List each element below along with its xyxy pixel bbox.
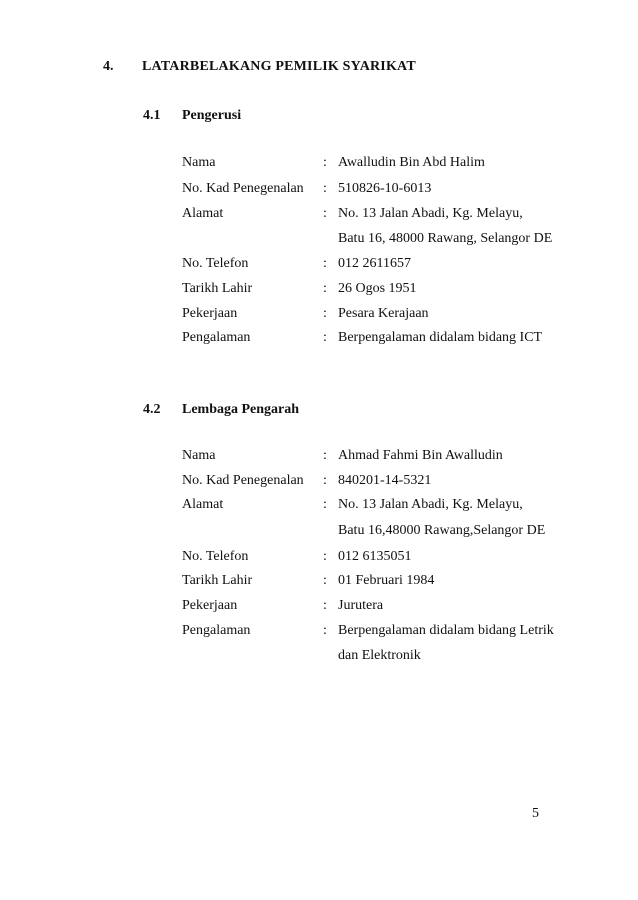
label-nama: Nama	[182, 155, 216, 170]
value-telefon: 012 2611657	[338, 256, 411, 271]
separator: :	[323, 623, 327, 638]
label-tarikh-lahir: Tarikh Lahir	[182, 573, 253, 588]
value-nama: Awalludin Bin Abd Halim	[338, 155, 485, 170]
separator: :	[323, 281, 327, 296]
label-pekerjaan: Pekerjaan	[182, 598, 238, 613]
label-pengalaman: Pengalaman	[182, 330, 251, 345]
value-tarikh-lahir: 01 Februari 1984	[338, 573, 435, 588]
label-pekerjaan: Pekerjaan	[182, 306, 238, 321]
label-nama: Nama	[182, 448, 216, 463]
label-alamat: Alamat	[182, 497, 224, 512]
separator: :	[323, 573, 327, 588]
value-ic: 510826-10-6013	[338, 181, 432, 196]
label-telefon: No. Telefon	[182, 549, 249, 564]
value-tarikh-lahir: 26 Ogos 1951	[338, 281, 417, 296]
separator: :	[323, 549, 327, 564]
separator: :	[323, 181, 327, 196]
value-pengalaman: Berpengalaman didalam bidang ICT	[338, 330, 543, 345]
value-alamat-line2: Batu 16,48000 Rawang,Selangor DE	[338, 523, 546, 538]
separator: :	[323, 497, 327, 512]
section-number: 4.	[103, 59, 114, 74]
label-pengalaman: Pengalaman	[182, 623, 251, 638]
subsection-2-title: Lembaga Pengarah	[182, 402, 300, 417]
value-nama: Ahmad Fahmi Bin Awalludin	[338, 448, 503, 463]
subsection-2-number: 4.2	[143, 402, 161, 417]
label-ic: No. Kad Penegenalan	[182, 181, 304, 196]
subsection-1-title: Pengerusi	[182, 108, 242, 123]
value-pengalaman-line2: dan Elektronik	[338, 648, 421, 663]
separator: :	[323, 598, 327, 613]
value-pekerjaan: Jurutera	[338, 598, 384, 613]
section-title: LATARBELAKANG PEMILIK SYARIKAT	[142, 59, 416, 74]
value-ic: 840201-14-5321	[338, 473, 432, 488]
separator: :	[323, 306, 327, 321]
value-telefon: 012 6135051	[338, 549, 412, 564]
subsection-1-number: 4.1	[143, 108, 161, 123]
value-pekerjaan: Pesara Kerajaan	[338, 306, 429, 321]
separator: :	[323, 256, 327, 271]
separator: :	[323, 330, 327, 345]
separator: :	[323, 206, 327, 221]
separator: :	[323, 473, 327, 488]
value-alamat: No. 13 Jalan Abadi, Kg. Melayu,	[338, 206, 523, 221]
separator: :	[323, 448, 327, 463]
separator: :	[323, 155, 327, 170]
value-pengalaman: Berpengalaman didalam bidang Letrik	[338, 623, 554, 638]
value-alamat: No. 13 Jalan Abadi, Kg. Melayu,	[338, 497, 523, 512]
label-telefon: No. Telefon	[182, 256, 249, 271]
value-alamat-line2: Batu 16, 48000 Rawang, Selangor DE	[338, 231, 553, 246]
label-ic: No. Kad Penegenalan	[182, 473, 304, 488]
label-tarikh-lahir: Tarikh Lahir	[182, 281, 253, 296]
label-alamat: Alamat	[182, 206, 224, 221]
page-number: 5	[532, 806, 539, 821]
